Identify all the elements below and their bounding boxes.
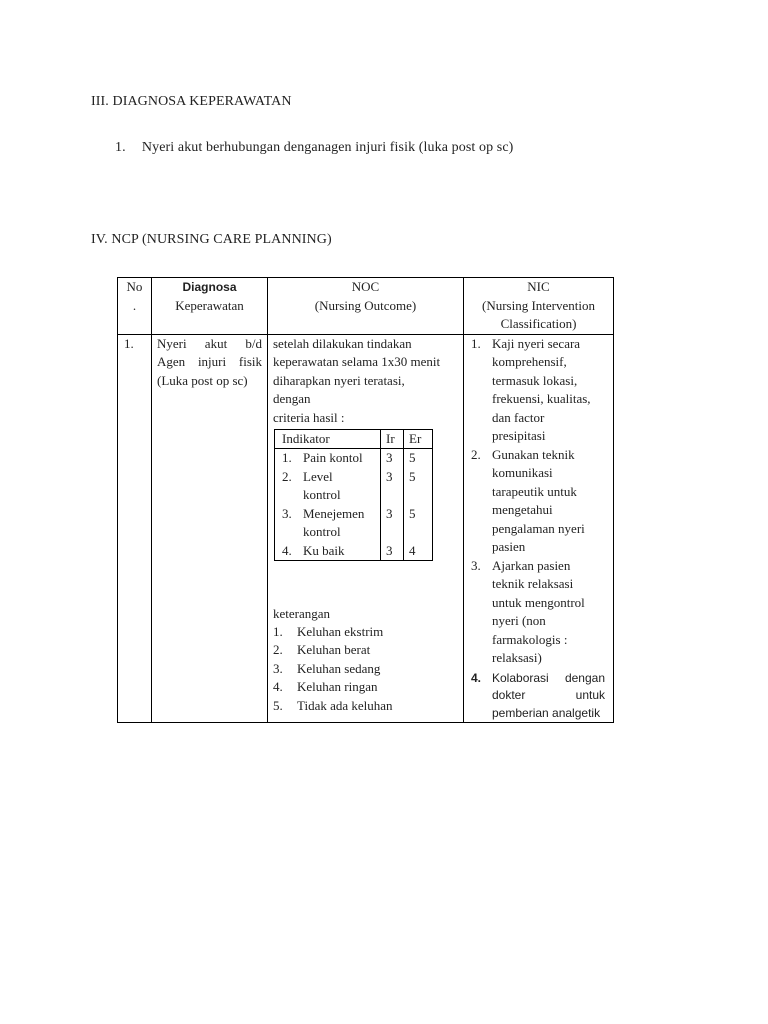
header-no-dot: . <box>132 297 137 313</box>
header-keperawatan-text: Keperawatan <box>175 297 244 313</box>
noc-text-line: keperawatan selama 1x30 menit <box>273 354 441 369</box>
indicator-ir: 3 <box>381 449 404 468</box>
er-header: Er <box>404 429 433 449</box>
indicator-row <box>275 468 433 505</box>
indicator-ir: 3 <box>381 542 404 561</box>
noc-cell <box>268 334 464 723</box>
section-4-title: IV. NCP (NURSING CARE PLANNING) <box>91 232 332 247</box>
keterangan-item: 5. Tidak ada keluhan <box>273 697 393 713</box>
indicator-ir: 3 <box>381 468 404 505</box>
indicator-name: 3. Menejemen kontrol <box>275 505 381 542</box>
header-nic <box>464 278 614 335</box>
indicator-er: 5 <box>404 449 433 468</box>
nic-item: 2. Gunakan teknik komunikasi tarapeutik untuk mengetahui pengalaman nyeri pasien <box>471 446 585 554</box>
ir-header: Ir <box>381 429 404 449</box>
nic-item: 1. Kaji nyeri secara komprehensif, termasuk lokasi, frekuensi, kualitas, dan factor presipitasi <box>471 335 591 443</box>
section-3-title: III. DIAGNOSA KEPERAWATAN <box>91 94 292 109</box>
indicator-table <box>274 429 433 562</box>
diagnosis-list-item <box>115 140 513 156</box>
row-number: 1. <box>124 335 134 351</box>
indicator-header: Indikator <box>275 429 381 449</box>
header-noc-subtitle: (Nursing Outcome) <box>314 297 417 313</box>
indicator-er: 5 <box>404 505 433 542</box>
nic-item: 3. Ajarkan pasien teknik relaksasi untuk mengontrol nyeri (non farmakologis : relaksasi) <box>471 557 585 665</box>
header-nic-text: NIC <box>527 279 550 294</box>
keterangan-item: 2. Keluhan berat <box>273 642 371 657</box>
noc-text-line: criteria hasil : <box>273 409 345 425</box>
indicator-name: 2. Level kontrol <box>275 468 381 505</box>
indicator-name: 1. Pain kontol <box>275 449 381 468</box>
noc-text-line: setelah dilakukan tindakan <box>273 335 412 351</box>
keterangan-item: 3. Keluhan sedang <box>273 660 381 676</box>
noc-text-line: diharapkan nyeri teratasi, <box>273 372 405 388</box>
ncp-row-1 <box>118 334 614 723</box>
indicator-row <box>275 449 433 468</box>
diagnosis-cell <box>152 334 268 723</box>
ncp-header-row <box>118 278 614 335</box>
header-noc-text: NOC <box>351 279 380 294</box>
keterangan-section <box>273 605 393 716</box>
keterangan-label: keterangan <box>273 605 331 621</box>
row-number-cell <box>118 334 152 723</box>
diagnosis-line: (Luka post op sc) <box>157 372 248 388</box>
header-diagnosa-text: Diagnosa <box>182 280 237 294</box>
header-noc <box>268 278 464 335</box>
header-nic-subtitle-2: Classification) <box>500 316 577 331</box>
header-no-text: No <box>126 279 143 294</box>
indicator-name: 4. Ku baik <box>275 542 381 561</box>
header-nic-subtitle-1: (Nursing Intervention <box>481 297 595 313</box>
indicator-ir: 3 <box>381 505 404 542</box>
indicator-header-row <box>275 429 433 449</box>
ncp-table <box>117 277 614 723</box>
keterangan-item: 4. Keluhan ringan <box>273 679 378 694</box>
nic-item: 4. Kolaborasi dengan dokter untuk pemberian analgetik <box>471 670 605 720</box>
diagnosis-item-text: Nyeri akut berhubungan denganagen injuri fisik (luka post op sc) <box>141 140 514 155</box>
diagnosis-line: Nyeri akut b/d <box>157 335 262 351</box>
diagnosis-line: Agen injuri fisik <box>157 354 262 369</box>
header-no <box>118 278 152 335</box>
indicator-er: 5 <box>404 468 433 505</box>
keterangan-item: 1. Keluhan ekstrim <box>273 623 384 639</box>
indicator-row <box>275 542 433 561</box>
noc-text-line: dengan <box>273 391 311 406</box>
indicator-er: 4 <box>404 542 433 561</box>
indicator-row <box>275 505 433 542</box>
nic-cell <box>464 334 614 723</box>
diagnosis-item-number: 1. <box>115 140 126 155</box>
header-diagnosa <box>152 278 268 335</box>
